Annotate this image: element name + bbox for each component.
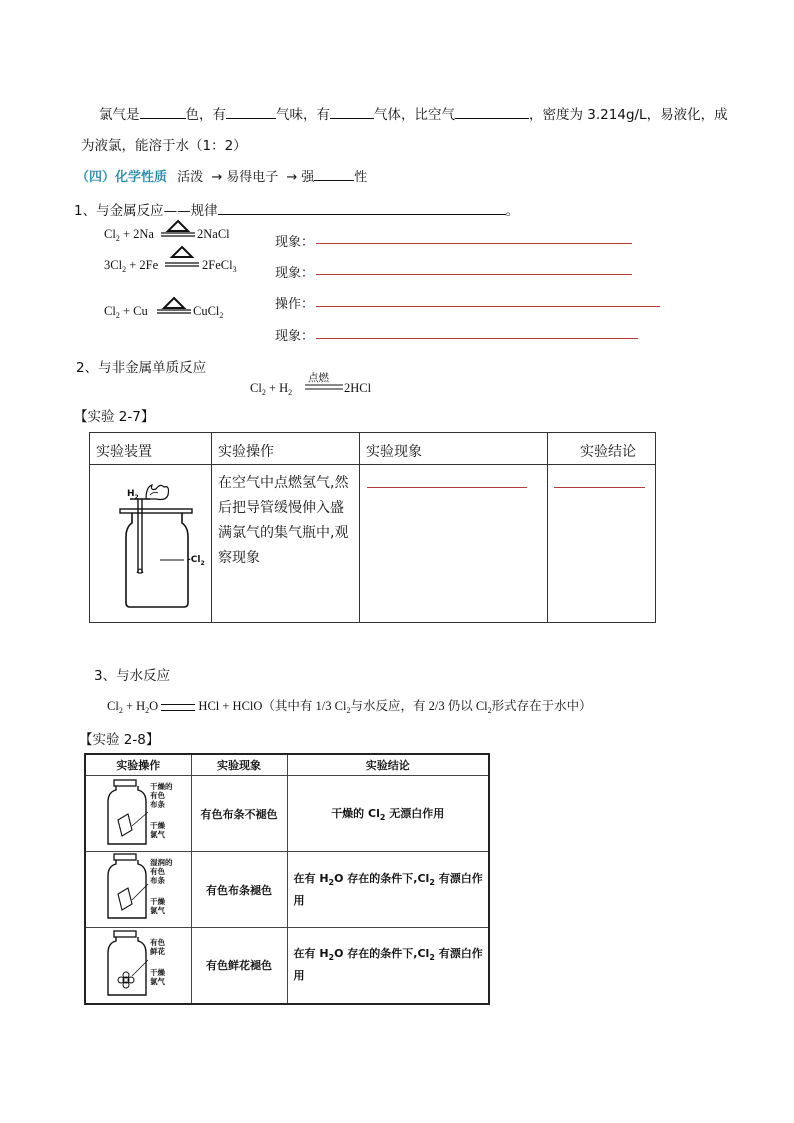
row3-conclusion-a: 在有 H [293,947,329,961]
eq3-left2: + Cu [119,304,148,318]
cl2-label-text: Cl [190,555,201,565]
equation-cl2-h2: $Cl_2 + H_2$ [250,381,293,397]
physical-text-a: 氯气是 [99,107,140,123]
chem-props-text-a: 活泼 [177,170,204,185]
row3-conclusion-b: O 存在的条件下,Cl [334,947,430,961]
row1-label: 有色 [150,791,165,800]
exp28-table [84,753,490,1005]
exp28-row [85,928,489,1004]
chem-props-text-d: 性 [354,170,368,185]
jar-with-cloth-icon [86,852,190,926]
heat-sign-icon [160,219,196,239]
exp27-header-conclusion: 实验结论 [548,433,656,465]
blank-density[interactable] [455,104,529,119]
eq3-right: CuCl$_2$ [193,304,224,320]
row3-label: 鲜花 [150,947,165,956]
eq5-d: HCl + HClO（其中有 1/3 Cl [195,699,347,713]
row2-label: 布条 [150,876,165,885]
exp27-apparatus-cell [90,465,212,623]
row3-label: 有色 [150,938,165,947]
physical-text-d: 气体，比空气 [374,107,455,123]
nonmetal-heading: 2、与非金属单质反应 [76,360,207,376]
exp27-conclusion-cell[interactable] [548,465,656,623]
row2-label: 干燥 [150,897,165,906]
equation-cl2-fe: $3Cl_2 + 2Fe$ [104,258,159,274]
answer-line-2[interactable] [316,274,632,275]
physical-text-b: 色，有 [185,107,226,123]
chem-props-text-c: 强 [301,170,315,185]
jar-with-cloth-icon [86,776,190,850]
field-label-phenomenon-2: 现象： [275,266,315,281]
physical-text-c: 气味，有 [276,107,330,123]
row2-label: 氯气 [150,906,165,915]
equals-sign-icon [305,383,343,391]
eq5-f: 形式存在于水中） [491,699,592,713]
exp28-header-phenomenon: 实验现象 [191,754,287,776]
blank-rule[interactable] [218,200,506,215]
equation-cl2-na: $Cl_2 + 2Na$ [104,227,154,243]
exp28-row1-conclusion: 干燥的 $Cl_2$ 无漂白作用 [287,776,489,852]
equation-cl2-h2o: $Cl_2 + H_2O$ HCl + HClO（其中有 1/3 $Cl_2$与水反应，有 2/3 仍以 $Cl_2$形式存在于水中） [107,699,592,715]
row1-label: 布条 [150,800,165,809]
physical-line-2: 为液氯，能溶于水（1：2） [81,138,247,154]
metal-heading-text: 1、与金属反应——规律 [74,203,218,219]
eq2-left: 3Cl [104,258,123,272]
exp27-phenomenon-line[interactable] [367,487,527,488]
heat-sign-icon [156,296,192,316]
row3-conclusion-c: 有漂白作用 [293,947,483,983]
physical-text-e: ，密度为 3.214g/L，易液化，成 [529,107,728,123]
exp27-header-apparatus: 实验装置 [90,433,212,465]
eq1-left2: + 2Na [119,227,154,241]
eq2-right-text: 2FeCl [202,258,233,272]
eq5-c: O [149,699,162,713]
eq2-right: 2FeCl$_3$ [202,258,237,274]
eq4-right: 2HCl [344,381,372,395]
physical-line-1 [99,103,728,123]
exp28-row [85,776,489,852]
field-label-phenomenon-1: 现象： [275,235,315,250]
exp27-operation-text: 在空气中点燃氢气,然后把导管缓慢伸入盛满氯气的集气瓶中,观察现象 [218,475,349,566]
eq5-b: + H [122,699,146,713]
row1-conclusion-b: 无漂白作用 [385,807,445,820]
blank-gas[interactable] [330,104,374,119]
eq2-left2: + 2Fe [126,258,159,272]
exp27-title: 【实验 2-7】 [74,409,155,425]
blank-color[interactable] [140,104,186,119]
row2-label: 有色 [150,867,165,876]
eq1-left: Cl [104,227,116,241]
water-heading: 3、与水反应 [94,668,171,684]
equation-cl2-cu: $Cl_2 + Cu$ [104,304,148,320]
answer-line-4[interactable] [316,338,638,339]
jar-with-flower-icon [86,928,190,1002]
blank-smell[interactable] [226,104,276,119]
exp28-header-operation: 实验操作 [85,754,191,776]
eq3-left: Cl [104,304,116,318]
exp28-row3-apparatus [85,928,191,1004]
row3-label: 氯气 [150,977,165,986]
metal-heading [74,199,519,219]
exp28-row3-labels [150,938,165,986]
exp28-row2-apparatus [85,852,191,928]
exp28-row2-conclusion: 在有 $H_2O$ 存在的条件下$,Cl_2$ 有漂白作用 [287,852,489,928]
exp27-header-phenomenon: 实验现象 [360,433,548,465]
row1-conclusion-a: 干燥的 Cl [331,807,380,820]
exp28-row3-phenomenon: 有色鲜花褪色 [191,928,287,1004]
h2-label-text: H [127,489,135,499]
ignition-condition: 点燃 [308,372,329,384]
blank-property[interactable] [314,166,354,181]
exp28-row1-labels [150,782,173,839]
exp27-phenomenon-cell[interactable] [360,465,548,623]
eq1-right: 2NaCl [197,227,230,241]
exp28-row1-apparatus [85,776,191,852]
exp28-row [85,852,489,928]
row3-label: 干燥 [150,968,165,977]
equals-sign-icon [161,704,195,711]
exp27-table [89,432,656,623]
eq5-a: Cl [107,699,119,713]
row2-conclusion-c: 有漂白作用 [293,871,483,907]
arrow-icon: → [211,170,223,185]
row1-label: 氯气 [150,830,165,839]
metal-heading-end: 。 [505,203,520,219]
row2-label: 湿润的 [150,858,173,867]
eq3-right-text: CuCl [193,304,220,318]
row1-label: 干燥 [150,821,165,830]
chem-props-label: （四）化学性质 [76,170,168,185]
chem-props-text-b: 易得电子 [226,170,279,185]
exp28-row1-phenomenon: 有色布条不褪色 [191,776,287,852]
exp28-row2-phenomenon: 有色布条褪色 [191,852,287,928]
heat-sign-icon [164,245,200,269]
eq5-e: 与水反应，有 2/3 仍以 Cl [350,699,488,713]
answer-line-1[interactable] [316,243,632,244]
field-label-operation: 操作： [275,297,315,312]
gas-jar-apparatus-icon [90,465,210,615]
exp27-operation-cell [212,465,360,623]
cl2-label: $-Cl_2$ [187,555,205,567]
row1-label: 干燥的 [150,782,173,791]
exp28-row2-labels [150,858,173,915]
answer-line-3[interactable] [316,306,660,307]
h2-label: $H_2$ [127,489,139,501]
eq4-left-a: Cl [250,381,262,395]
exp28-title: 【实验 2-8】 [79,732,160,748]
field-label-phenomenon-3: 现象： [275,329,315,344]
exp27-conclusion-line[interactable] [554,487,645,488]
eq4-left-b: + H [265,381,289,395]
row2-conclusion-a: 在有 H [293,871,329,885]
chem-props-line [76,166,367,185]
arrow-icon: → [286,170,298,185]
exp27-header-operation: 实验操作 [212,433,360,465]
exp28-row3-conclusion: 在有 $H_2O$ 存在的条件下$,Cl_2$ 有漂白作用 [287,928,489,1004]
exp28-header-conclusion: 实验结论 [287,754,489,776]
row2-conclusion-b: O 存在的条件下,Cl [334,871,430,885]
